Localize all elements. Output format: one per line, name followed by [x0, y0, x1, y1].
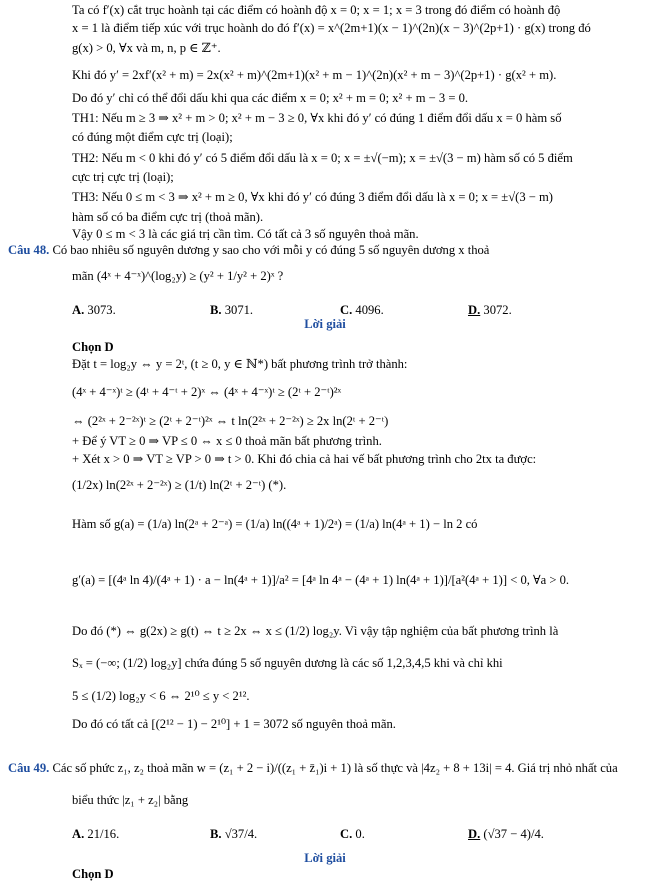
text-line: x = 1 là điểm tiếp xúc với trục hoành do đó f′(x) = x^(2m+1)(x − 1)^(2n)(x − 3)^(2p+1) · g(x) trong đó: [72, 21, 591, 35]
text-line: Do đó y′ chỉ có thể đổi dấu khi qua các điểm x = 0; x² + m = 0; x² + m − 3 = 0.: [72, 91, 469, 105]
text-line: Vậy 0 ≤ m < 3 là các giá trị cần tìm. Có tất cả 3 số nguyên thoả mãn.: [72, 227, 419, 241]
solution-line: (4ˣ + 4⁻ˣ)ᵗ ≥ (4ᵗ + 4⁻ᵗ + 2)ˣ ⇔ (4ˣ + 4⁻ˣ)ᵗ ≥ (2ᵗ + 2⁻ᵗ)²ˣ: [72, 385, 342, 399]
option-d: [468, 826, 544, 842]
question-49: [8, 760, 618, 776]
option-letter: C.: [340, 827, 353, 841]
answer-choice: Chọn D: [72, 867, 114, 881]
question-label: Câu 49.: [8, 761, 50, 775]
solution-line: Do đó (*) ⇔ g(2x) ≥ g(t) ⇔ t ≥ 2x ⇔ x ≤ (1/2) log₂y. Vì vậy tập nghiệm của bất phương trình là: [72, 624, 559, 638]
solution-line: Đặt t = log₂y ⇔ y = 2ᵗ, (t ≥ 0, y ∈ ℕ*) bất phương trình trở thành:: [72, 357, 408, 371]
option-text: 3073.: [87, 303, 116, 317]
option-letter: A.: [72, 827, 85, 841]
text-line: TH1: Nếu m ≥ 3 ⇒ x² + m > 0; x² + m − 3 ≥ 0, ∀x khi đó y′ có đúng 1 điểm đổi dấu x = 0 hàm số: [72, 111, 562, 125]
question-text: Có bao nhiêu số nguyên dương y sao cho với mỗi y có đúng 5 số nguyên dương x thoả: [52, 243, 490, 257]
text-line: có đúng một điểm cực trị (loại);: [72, 130, 233, 144]
question-text: mãn (4ˣ + 4⁻ˣ)^(log₂y) ≥ (y² + 1/y² + 2)ˣ ?: [72, 269, 284, 283]
text-line: Khi đó y′ = 2xf′(x² + m) = 2x(x² + m)^(2m+1)(x² + m − 1)^(2n)(x² + m − 3)^(2p+1) · g(x² + m).: [72, 68, 557, 82]
text-line: cực trị cực trị (loại);: [72, 170, 174, 184]
solution-line: 5 ≤ (1/2) log₂y < 6 ⇔ 2¹⁰ ≤ y < 2¹².: [72, 689, 250, 703]
option-letter: C.: [340, 303, 353, 317]
solution-line: + Xét x > 0 ⇒ VT ≥ VP > 0 ⇒ t > 0. Khi đó chia cả hai vế bất phương trình cho 2tx ta được:: [72, 452, 537, 466]
option-c: [340, 826, 365, 842]
option-letter: D.: [468, 827, 481, 841]
solution-line: (1/2x) ln(2²ˣ + 2⁻²ˣ) ≥ (1/t) ln(2ᵗ + 2⁻ᵗ) (*).: [72, 478, 287, 492]
text-line: g(x) > 0, ∀x và m, n, p ∈ ℤ⁺.: [72, 41, 221, 55]
answer-choice: Chọn D: [72, 340, 114, 354]
question-48: [8, 242, 489, 258]
text-line: Ta có f′(x) cắt trục hoành tại các điểm có hoành độ x = 0; x = 1; x = 3 trong đó điểm có hoành độ: [72, 3, 561, 17]
solution-line: + Để ý VT ≥ 0 ⇒ VP ≤ 0 ⇔ x ≤ 0 thoả mãn bất phương trình.: [72, 434, 382, 448]
option-text: 3072.: [483, 303, 512, 317]
solution-heading: Lời giải: [304, 851, 346, 865]
option-text: 4096.: [355, 303, 384, 317]
text-line: hàm số có ba điểm cực trị (thoả mãn).: [72, 210, 264, 224]
solution-heading: Lời giải: [304, 317, 346, 331]
solution-line: Do đó có tất cả [(2¹² − 1) − 2¹⁰] + 1 = 3072 số nguyên thoả mãn.: [72, 717, 396, 731]
question-text: biểu thức |z₁ + z₂| bằng: [72, 793, 189, 807]
solution-line: ⇔ (2²ˣ + 2⁻²ˣ)ᵗ ≥ (2ᵗ + 2⁻ᵗ)²ˣ ⇔ t ln(2²ˣ + 2⁻²ˣ) ≥ 2x ln(2ᵗ + 2⁻ᵗ): [72, 414, 389, 428]
text-line: TH2: Nếu m < 0 khi đó y′ có 5 điểm đổi dấu là x = 0; x = ±√(−m); x = ±√(3 − m) hàm số có 5 điểm: [72, 151, 573, 165]
solution-line: Sₓ = (−∞; (1/2) log₂y] chứa đúng 5 số nguyên dương là các số 1,2,3,4,5 khi và chỉ khi: [72, 656, 503, 670]
option-text: √37/4.: [224, 827, 258, 841]
question-label: Câu 48.: [8, 243, 50, 257]
option-letter: B.: [210, 303, 222, 317]
option-text: 0.: [355, 827, 365, 841]
option-a: [72, 826, 119, 842]
option-letter: A.: [72, 303, 85, 317]
question-text: Các số phức z₁, z₂ thoả mãn w = (z₁ + 2 − i)/((z₁ + z̄₁)i + 1) là số thực và |4z₂ + 8 + 13i| = 4. Giá trị nhỏ nhất của: [52, 761, 618, 775]
text-line: TH3: Nếu 0 ≤ m < 3 ⇒ x² + m ≥ 0, ∀x khi đó y′ có đúng 3 điểm đổi dấu là x = 0; x = ±√(3 − m): [72, 190, 554, 204]
solution-line: Hàm số g(a) = (1/a) ln(2ᵃ + 2⁻ᵃ) = (1/a) ln((4ᵃ + 1)/2ᵃ) = (1/a) ln(4ᵃ + 1) − ln 2 có: [72, 517, 478, 531]
option-letter: D.: [468, 303, 481, 317]
option-text: (√37 − 4)/4.: [483, 827, 544, 841]
option-text: 21/16.: [87, 827, 120, 841]
solution-line: g′(a) = [(4ᵃ ln 4)/(4ᵃ + 1) · a − ln(4ᵃ + 1)]/a² = [4ᵃ ln 4ᵃ − (4ᵃ + 1) ln(4ᵃ + 1)]/[a²(4ᵃ + 1)] < 0, ∀a > 0.: [72, 573, 570, 587]
option-letter: B.: [210, 827, 222, 841]
option-b: [210, 826, 257, 842]
option-text: 3071.: [224, 303, 254, 317]
